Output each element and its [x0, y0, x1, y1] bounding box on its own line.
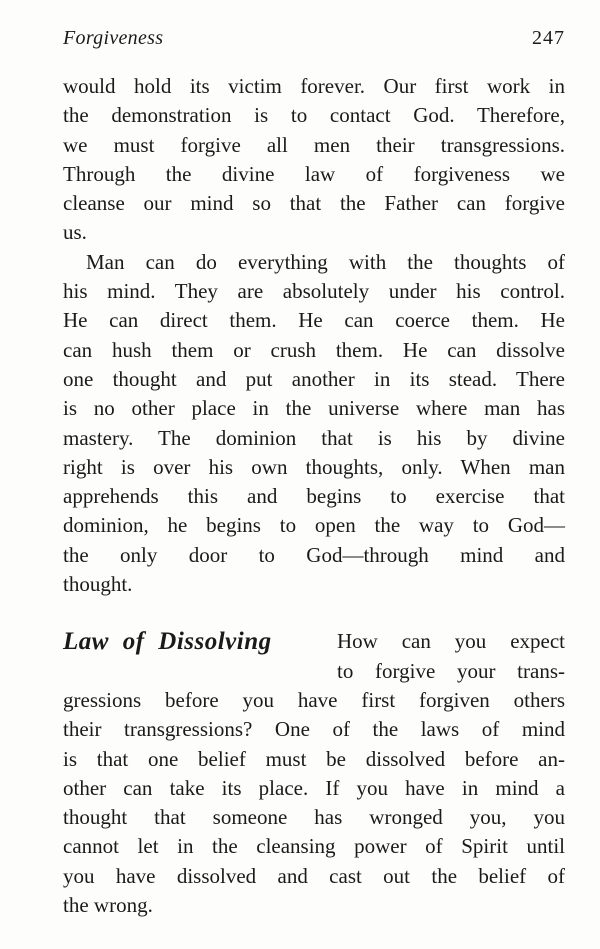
text-line: gressions before you have first forgiven others [63, 687, 565, 712]
page-body [63, 72, 565, 920]
text-line: can hush them or crush them. He can dissolve [63, 337, 565, 362]
text-line: How can you expect [337, 629, 565, 654]
text-line: you have dissolved and cast out the belief of [63, 863, 565, 888]
text-line: mastery. The dominion that is his by divine [63, 425, 565, 450]
text-line: is no other place in the universe where man has [63, 396, 565, 421]
text-line: Through the divine law of forgiveness we [63, 161, 565, 186]
text-line: thought that someone has wronged you, you [63, 805, 565, 830]
text-line: thought. [63, 572, 133, 597]
text-line: right is over his own thoughts, only. When man [63, 454, 565, 479]
text-line: to forgive your trans- [337, 658, 565, 683]
text-line: would hold its victim forever. Our first work in [63, 74, 565, 98]
text-line: we must forgive all men their transgressions. [63, 132, 565, 157]
text-line: the demonstration is to contact God. Therefore, [63, 103, 565, 128]
text-line: cleanse our mind so that the Father can forgive [63, 191, 565, 216]
text-line: He can direct them. He can coerce them. He [63, 308, 565, 333]
text-line: his mind. They are absolutely under his control. [63, 279, 565, 304]
text-line: apprehends this and begins to exercise that [63, 484, 565, 509]
running-head-title: Forgiveness [63, 27, 164, 49]
text-line: the only door to God—through mind and [63, 542, 565, 567]
text-line: other can take its place. If you have in mind a [63, 775, 565, 800]
text-line: cannot let in the cleansing power of Spirit until [63, 834, 565, 859]
text-line: dominion, he begins to open the way to God— [63, 513, 565, 538]
paragraph [63, 248, 565, 600]
page-number: 247 [532, 27, 565, 49]
text-line: one thought and put another in its stead. There [63, 366, 565, 391]
section-heading: Law of Dissolving [63, 628, 272, 656]
text-line: is that one belief must be dissolved before an- [63, 746, 565, 771]
text-line: Man can do everything with the thoughts of [86, 249, 565, 274]
paragraphs-container [63, 72, 565, 599]
section-law-of-dissolving [63, 627, 565, 920]
text-line: us. [63, 220, 87, 245]
paragraph [63, 72, 565, 248]
text-line: the wrong. [63, 893, 153, 918]
text-line: their transgressions? One of the laws of mind [63, 717, 565, 742]
page-header [63, 26, 565, 50]
